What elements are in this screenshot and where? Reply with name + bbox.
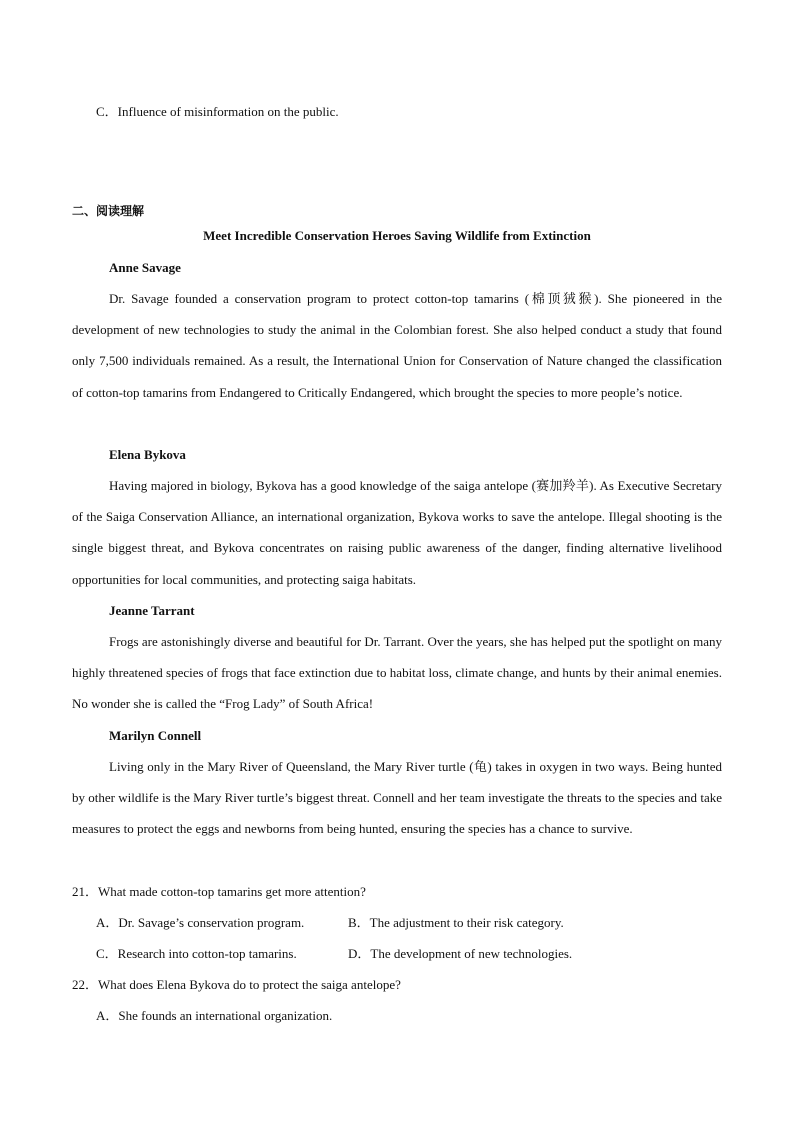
previous-question-option-c: C．Influence of misinformation on the public. <box>96 104 339 119</box>
paragraph-text: Having majored in biology, Bykova has a good knowledge of the saiga antelope (赛加羚羊). As Executive Secretary of the Saiga Conservation Alliance, an international organization, Bykova works to save the antelope. Illegal shooting is the single biggest threat, and Bykova concentrates on raising public awareness of the danger, finding alternative livelihood opportunities for local communities, and protecting saiga habitats. <box>72 478 722 587</box>
paragraph-anne-savage <box>72 283 722 408</box>
paragraph-elena-bykova <box>72 470 722 595</box>
question-21-option-a[interactable]: A．Dr. Savage’s conservation program. <box>96 915 305 930</box>
paragraph-text: Living only in the Mary River of Queensland, the Mary River turtle (龟) takes in oxygen in two ways. Being hunted by other wildlife is the Mary River turtle’s biggest threat. Connell and her team investigate the threats to the species and take measures to protect the eggs and newborns from being hunted, ensuring the species has a chance to survive. <box>72 759 722 837</box>
section-name-marilyn-connell: Marilyn Connell <box>109 728 202 743</box>
question-22-stem: 22．What does Elena Bykova do to protect the saiga antelope? <box>72 977 401 992</box>
question-21-stem: 21．What made cotton-top tamarins get more attention? <box>72 884 366 899</box>
passage-title: Meet Incredible Conservation Heroes Saving Wildlife from Extinction <box>203 228 591 243</box>
question-21-option-d[interactable]: D．The development of new technologies. <box>348 946 573 961</box>
paragraph-marilyn-connell <box>72 751 722 845</box>
question-21-option-c[interactable]: C．Research into cotton-top tamarins. <box>96 946 297 961</box>
section-name-jeanne-tarrant: Jeanne Tarrant <box>109 603 195 618</box>
paragraph-text: Dr. Savage founded a conservation program to protect cotton-top tamarins (棉顶狨猴). She pioneered in the development of new technologies to study the animal in the Colombian forest. She also helped conduct a study that found only 7,500 individuals remained. As a result, the International Union for Conservation of Nature changed the classification of cotton-top tamarins from Endangered to Critically Endangered, which brought the species to more people’s notice. <box>72 291 722 400</box>
paragraph-jeanne-tarrant <box>72 626 722 720</box>
section-name-elena-bykova: Elena Bykova <box>109 447 186 462</box>
section-name-anne-savage: Anne Savage <box>109 260 181 275</box>
section-header: 二、阅读理解 <box>72 204 145 218</box>
question-21-option-b[interactable]: B．The adjustment to their risk category. <box>348 915 564 930</box>
question-22-option-a[interactable]: A．She founds an international organization. <box>96 1008 333 1023</box>
paragraph-text: Frogs are astonishingly diverse and beautiful for Dr. Tarrant. Over the years, she has helped put the spotlight on many highly threatened species of frogs that face extinction due to habitat loss, climate change, and hunts by their animal enemies. No wonder she is called the “Frog Lady” of South Africa! <box>72 634 722 712</box>
